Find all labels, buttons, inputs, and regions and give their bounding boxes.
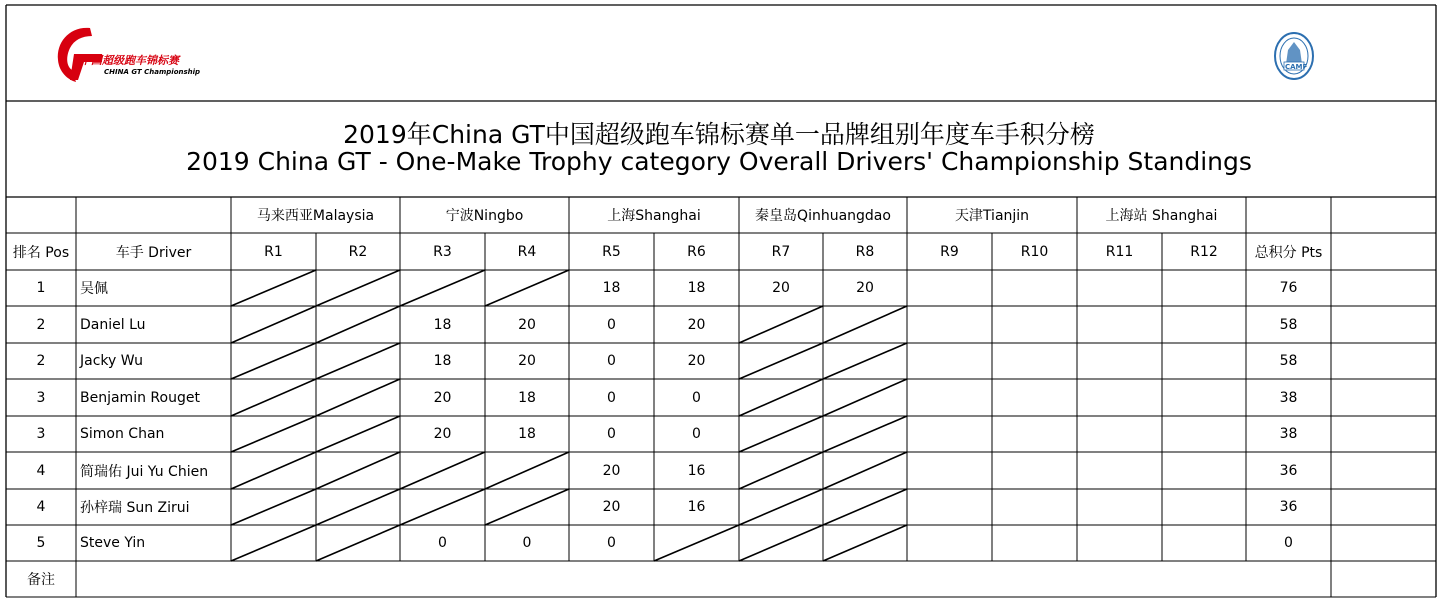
round-points [907, 416, 992, 452]
not-entered-slash [316, 270, 400, 306]
driver-name: Benjamin Rouget [80, 389, 200, 406]
position-cell: 4 [36, 499, 46, 515]
round-points: 18 [518, 389, 536, 406]
not-entered-slash [316, 416, 400, 452]
total-points: 38 [1279, 389, 1298, 406]
round-points [1077, 379, 1162, 416]
driver-name: Steve Yin [80, 535, 146, 551]
round-points: 20 [856, 280, 874, 296]
round-points: 18 [433, 353, 452, 369]
round-points: 0 [692, 426, 701, 442]
not-entered-slash [739, 379, 823, 416]
event-header: 秦皇岛Qinhuangdao [755, 208, 891, 224]
total-points: 36 [1279, 462, 1298, 479]
round-points [1162, 525, 1246, 561]
round-points [992, 416, 1077, 452]
not-entered-slash [231, 379, 316, 416]
not-entered-slash [316, 379, 400, 416]
not-entered-slash [739, 489, 823, 525]
round-points: 20 [687, 316, 706, 333]
not-entered-slash [739, 452, 823, 489]
not-entered-slash [316, 343, 400, 379]
not-entered-slash [231, 343, 316, 379]
round-points: 18 [602, 280, 621, 296]
not-entered-slash [739, 343, 823, 379]
not-entered-slash [231, 452, 316, 489]
event-header: 宁波Ningbo [445, 208, 524, 224]
round-header: R2 [348, 243, 368, 260]
camf-emblem-icon [1272, 30, 1316, 82]
round-points [1077, 343, 1162, 379]
page-title-cn: 2019年China GT中国超级跑车锦标赛单一品牌组别年度车手积分榜 [343, 120, 1095, 149]
round-points: 0 [438, 535, 447, 551]
driver-name: 吴佩 [80, 281, 108, 297]
round-points [907, 379, 992, 416]
camf-logo [1272, 30, 1316, 82]
round-points: 18 [687, 280, 706, 296]
round-points [992, 306, 1077, 343]
round-header: R9 [940, 243, 959, 260]
round-points: 20 [518, 353, 536, 369]
not-entered-slash [400, 270, 485, 306]
position-cell: 2 [36, 316, 46, 333]
not-entered-slash [231, 306, 316, 343]
logo-en-text: CHINA GT Championship [104, 68, 201, 76]
round-points [907, 489, 992, 525]
driver-name: 孙梓瑞 Sun Zirui [80, 500, 190, 516]
round-points: 0 [607, 426, 616, 442]
round-points: 20 [518, 316, 536, 333]
not-entered-slash [316, 452, 400, 489]
round-points: 16 [687, 462, 706, 479]
not-entered-slash [654, 525, 739, 561]
event-header: 上海Shanghai [607, 208, 701, 224]
not-entered-slash [823, 452, 907, 489]
position-cell: 4 [36, 462, 46, 479]
round-header: R1 [264, 243, 283, 260]
remarks-label: 备注 [27, 572, 55, 588]
round-points [907, 343, 992, 379]
not-entered-slash [823, 379, 907, 416]
round-points [1162, 379, 1246, 416]
not-entered-slash [823, 489, 907, 525]
round-points: 0 [607, 535, 616, 551]
round-points [1077, 489, 1162, 525]
not-entered-slash [400, 489, 485, 525]
round-points [992, 343, 1077, 379]
round-points [1162, 306, 1246, 343]
round-points: 0 [607, 353, 616, 369]
round-header: R5 [602, 243, 621, 260]
not-entered-slash [231, 525, 316, 561]
driver-header: 车手 Driver [115, 244, 192, 261]
position-cell: 2 [36, 353, 46, 369]
event-header: 上海站 Shanghai [1105, 208, 1218, 224]
position-cell: 3 [36, 426, 46, 442]
round-points [1077, 525, 1162, 561]
round-points [1077, 416, 1162, 452]
round-points [992, 525, 1077, 561]
not-entered-slash [485, 452, 569, 489]
total-points: 58 [1279, 316, 1298, 333]
round-points [992, 270, 1077, 306]
total-points: 58 [1279, 353, 1298, 369]
remarks-text [76, 561, 1331, 597]
not-entered-slash [485, 270, 569, 306]
not-entered-slash [823, 525, 907, 561]
round-points: 0 [522, 535, 532, 551]
not-entered-slash [823, 306, 907, 343]
round-points: 0 [607, 316, 616, 333]
driver-name: 简瑞佑 Jui Yu Chien [80, 463, 209, 480]
round-points [992, 489, 1077, 525]
driver-name: Daniel Lu [80, 316, 146, 333]
driver-name: Simon Chan [80, 426, 165, 442]
position-cell: 1 [36, 280, 46, 296]
not-entered-slash [231, 416, 316, 452]
round-points: 18 [433, 316, 452, 333]
pos-header: 排名 Pos [12, 244, 70, 261]
round-points [1162, 343, 1246, 379]
round-header: R7 [771, 243, 791, 260]
round-points: 0 [692, 389, 701, 406]
total-points: 76 [1279, 280, 1298, 296]
total-header: 总积分 Pts [1254, 244, 1323, 261]
round-points [1077, 306, 1162, 343]
round-points: 0 [607, 389, 616, 406]
round-points [1077, 452, 1162, 489]
event-header: 天津Tianjin [954, 208, 1030, 224]
round-header: R10 [1020, 243, 1049, 260]
round-points [992, 452, 1077, 489]
round-points [907, 270, 992, 306]
not-entered-slash [485, 489, 569, 525]
not-entered-slash [316, 306, 400, 343]
position-cell: 3 [36, 389, 46, 406]
round-header: R12 [1190, 243, 1218, 260]
round-points: 20 [602, 499, 621, 515]
round-header: R8 [855, 243, 875, 260]
round-header: R3 [433, 243, 452, 260]
round-points [907, 452, 992, 489]
position-cell: 5 [36, 535, 46, 551]
round-header: R6 [687, 243, 706, 260]
event-header: 马来西亚Malaysia [256, 208, 375, 224]
round-points [1077, 270, 1162, 306]
total-points: 0 [1284, 535, 1293, 551]
round-points [907, 306, 992, 343]
not-entered-slash [400, 452, 485, 489]
not-entered-slash [739, 306, 823, 343]
not-entered-slash [739, 416, 823, 452]
not-entered-slash [231, 489, 316, 525]
round-header: R4 [517, 243, 537, 260]
round-points: 18 [518, 426, 536, 442]
not-entered-slash [231, 270, 316, 306]
total-points: 36 [1279, 499, 1298, 515]
round-header: R11 [1105, 243, 1134, 260]
not-entered-slash [823, 416, 907, 452]
round-points [1162, 270, 1246, 306]
round-points [907, 525, 992, 561]
round-points: 20 [433, 389, 452, 406]
round-points: 20 [687, 353, 706, 369]
not-entered-slash [823, 343, 907, 379]
round-points: 16 [687, 499, 706, 515]
not-entered-slash [739, 525, 823, 561]
camf-label: CAMF [1285, 63, 1308, 71]
not-entered-slash [316, 525, 400, 561]
round-points: 20 [772, 280, 790, 296]
page-title-en: 2019 China GT - One-Make Trophy category Overall Drivers' Championship Standings [186, 147, 1252, 176]
round-points: 20 [602, 462, 621, 479]
total-points: 38 [1279, 426, 1298, 442]
round-points [992, 379, 1077, 416]
driver-name: Jacky Wu [80, 353, 143, 369]
logo-cn-text: 中国超级跑车锦标赛 [80, 54, 179, 67]
round-points: 20 [433, 426, 452, 442]
not-entered-slash [316, 489, 400, 525]
round-points [1162, 489, 1246, 525]
round-points [1162, 416, 1246, 452]
china-gt-logo [52, 24, 212, 86]
round-points [1162, 452, 1246, 489]
